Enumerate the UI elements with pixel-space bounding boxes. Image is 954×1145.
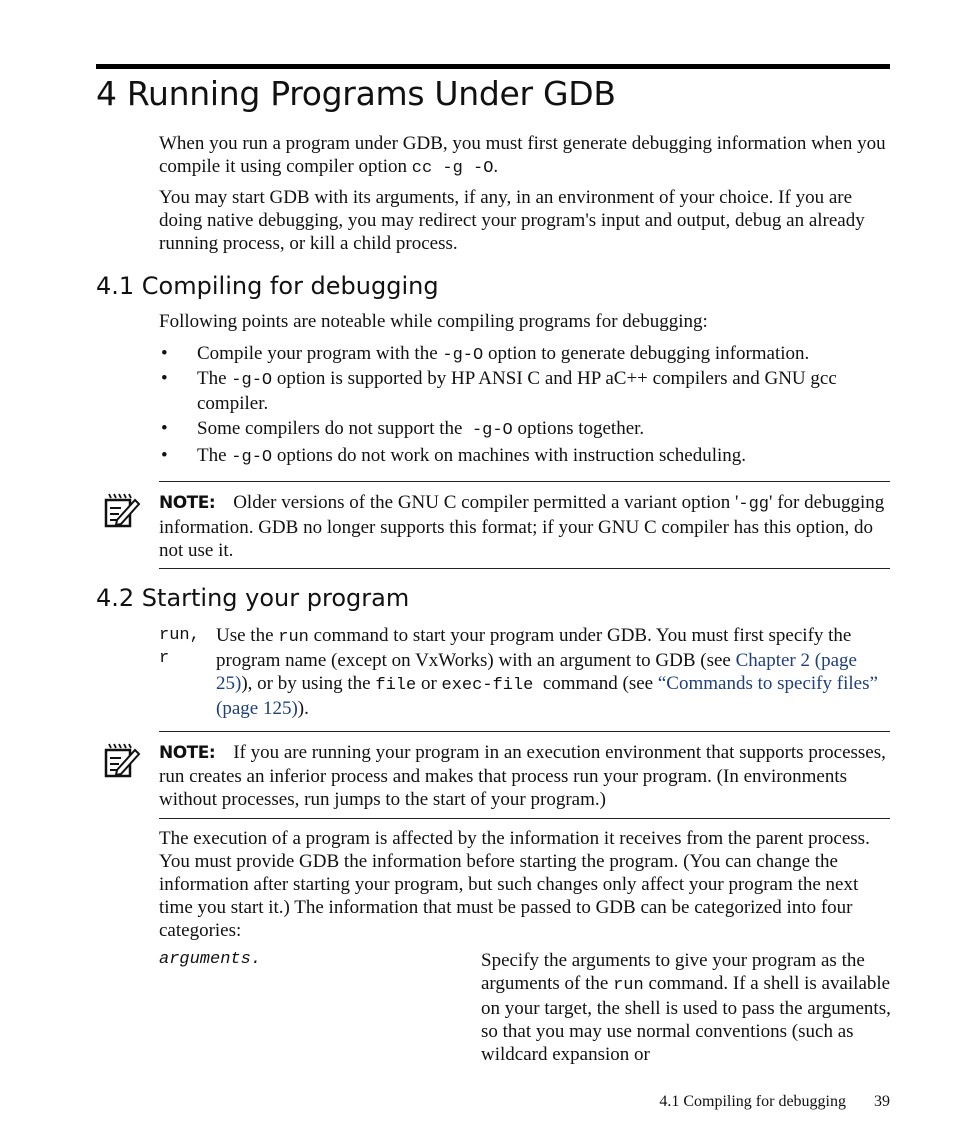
intro-paragraph-1: When you run a program under GDB, you must first generate debugging information when you compile it using compiler option cc -g -O. [159, 133, 886, 178]
compiler-option-code: cc -g -O [411, 159, 494, 178]
footer-section: 4.1 Compiling for debugging [659, 1093, 846, 1110]
page-footer [560, 1093, 890, 1111]
section1-lead: Following points are noteable while compiling programs for debugging: [159, 311, 708, 332]
note-1: NOTE: Older versions of the GNU C compiler permitted a variant option '-gg' for debugging information. GDB no longer supports this format; if your GNU C compiler has this option, do not use it. [159, 492, 885, 561]
link-chapter-2[interactable]: Chapter 2 (page 25) [216, 650, 857, 694]
chapter-title: 4 Running Programs Under GDB [96, 74, 616, 113]
note-pencil-icon [103, 492, 141, 530]
note-pencil-icon [103, 742, 141, 780]
note-bottom-rule [159, 568, 890, 569]
section-heading-compiling: 4.1 Compiling for debugging [96, 272, 439, 300]
note-bottom-rule [159, 818, 890, 819]
intro-paragraph-2: You may start GDB with its arguments, if any, in an environment of your choice. If you are doing native debugging, you may redirect your program's input and output, debug an already running process, or kill a child process. [159, 187, 865, 254]
note-top-rule [159, 481, 890, 482]
page-number: 39 [874, 1093, 890, 1110]
note-label: NOTE: [159, 743, 216, 763]
section-heading-starting: 4.2 Starting your program [96, 584, 410, 612]
note-label: NOTE: [159, 493, 216, 513]
arguments-term: arguments. [159, 950, 262, 969]
run-definition: Use the run command to start your program under GDB. You must first specify the program name (except on VxWorks) with an argument to GDB (see Chapter 2 (page 25)), or by using the file or exec-file command (see “Commands to specify files” (page 125)). [216, 625, 878, 719]
note-2: NOTE: If you are running your program in an execution environment that supports processes, run creates an inferior process and makes that process run your program. (In environments without processes, run jumps to the start of your program.) [159, 742, 886, 810]
run-term: run, r [159, 626, 200, 668]
chapter-top-rule [96, 64, 890, 69]
execution-paragraph: The execution of a program is affected by the information it receives from the parent process. You must provide GDB the information before starting the program. (You can change the information after starting your program, but such changes only affect your program the next time you start it.) The information that must be passed to GDB can be categorized into four categories: [159, 828, 870, 941]
note-top-rule [159, 731, 890, 732]
link-commands-to-specify-files[interactable]: “Commands to specify files” (page 125) [216, 673, 878, 719]
arguments-definition: Specify the arguments to give your program as the arguments of the run command. If a shell is available on your target, the shell is used to pass the arguments, so that you may use normal conventions (such as wildcard expansion or [481, 950, 891, 1065]
